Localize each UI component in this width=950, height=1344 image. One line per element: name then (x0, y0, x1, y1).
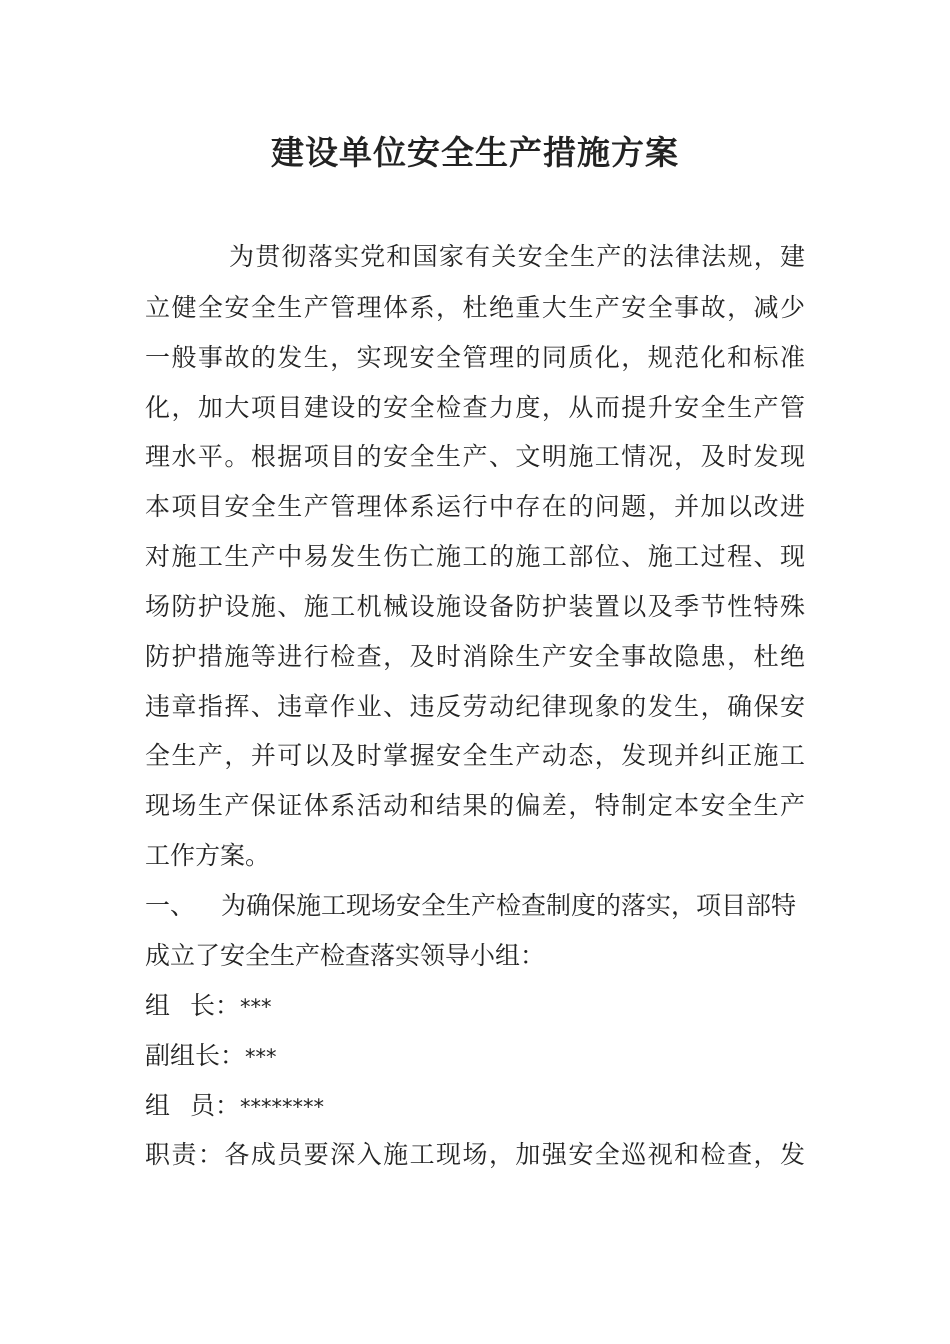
paragraph-line: 对施工生产中易发生伤亡施工的施工部位、施工过程、现 (145, 542, 805, 571)
paragraph-line: 场防护设施、施工机械设施设备防护装置以及季节性特殊 (145, 592, 805, 621)
section-heading-line (145, 889, 805, 923)
document-title: 建设单位安全生产措施方案 (271, 133, 679, 172)
paragraph-line: 立健全安全生产管理体系，杜绝重大生产安全事故，减少 (145, 293, 805, 322)
deputy-value: *** (245, 1045, 277, 1069)
leader-value: *** (240, 995, 272, 1019)
paragraph-line: 现场生产保证体系活动和结果的偏差，特制定本安全生产 (145, 791, 805, 820)
paragraph-line: 一般事故的发生，实现安全管理的同质化，规范化和标准 (145, 343, 805, 372)
section-number: 一、 (145, 891, 196, 920)
member-value: ******** (240, 1095, 325, 1119)
deputy-line (145, 1039, 805, 1074)
paragraph-line: 防护措施等进行检查，及时消除生产安全事故隐患，杜绝 (145, 642, 805, 671)
deputy-label: 副组长： (145, 1041, 246, 1070)
leader-label-part2: 长： (190, 991, 241, 1020)
leader-line (145, 989, 805, 1024)
section-text: 为确保施工现场安全生产检查制度的落实，项目部特 (221, 891, 797, 920)
paragraph-line: 违章指挥、违章作业、违反劳动纪律现象的发生，确保安 (145, 692, 805, 721)
section-text-line: 成立了安全生产检查落实领导小组： (145, 941, 546, 970)
paragraph-line: 化，加大项目建设的安全检查力度，从而提升安全生产管 (145, 393, 805, 422)
paragraph-line: 本项目安全生产管理体系运行中存在的问题，并加以改进 (145, 492, 805, 521)
paragraph-line: 为贯彻落实党和国家有关安全生产的法律法规，建 (229, 242, 805, 271)
member-label-part1: 组 (145, 1091, 171, 1120)
member-line (145, 1089, 805, 1124)
paragraph-line: 理水平。根据项目的安全生产、文明施工情况，及时发现 (145, 442, 805, 471)
member-label-part2: 员： (190, 1091, 241, 1120)
paragraph-line: 工作方案。 (145, 841, 271, 870)
duty-line: 职责：各成员要深入施工现场，加强安全巡视和检查，发 (145, 1140, 805, 1169)
leader-label-part1: 组 (145, 991, 171, 1020)
paragraph-line: 全生产，并可以及时掌握安全生产动态，发现并纠正施工 (145, 741, 805, 770)
